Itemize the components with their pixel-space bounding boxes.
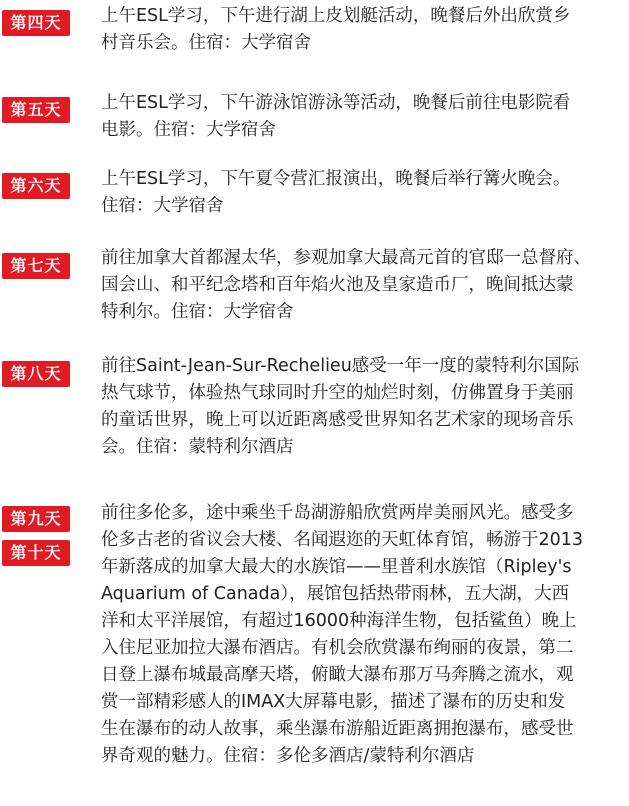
day-badge-second: 第十天: [2, 540, 70, 566]
day-description: 前往多伦多，途中乘坐千岛湖游船欣赏两岸美丽风光。感受多 伦多古老的省议会大楼、名闻遐迩的天虹体育馆，畅游于2013 年新落成的加拿大最大的水族馆——里普利水族馆（Ripley's Aquarium of Canada），展馆包括热带雨林，五大湖，大西 洋和太平洋展馆，有超过16000种海洋生物，包括鲨鱼）晚上 入住尼亚加拉大瀑布酒店。有机会欣赏瀑布绚丽的夜景，第二 日登上瀑布城最高摩天塔，俯瞰大瀑布那万马奔腾之流水，观 赏一部精彩感人的IMAX大屏幕电影，描述了瀑布的历史和发 生在瀑布的动人故事，乘坐瀑布游船近距离拥抱瀑布，感受世 界奇观的魅力。住宿：多伦多酒店/蒙特利尔酒店: [101, 503, 584, 766]
day-description: 上午ESL学习，下午进行湖上皮划艇活动，晚餐后外出欣赏乡 村音乐会。住宿：大学宿舍: [101, 6, 571, 53]
day-description: 前往Saint-Jean-Sur-Rechelieu感受一年一度的蒙特利尔国际 热气球节，体验热气球同时升空的灿烂时刻，仿佛置身于美丽 的童话世界，晚上可以近距离感受世界知名艺术家的现场音乐 会。住宿：蒙特利尔酒店: [101, 356, 580, 457]
day-badge: 第六天: [2, 173, 70, 199]
day-badge: 第四天: [2, 10, 70, 36]
day-badge: 第七天: [2, 253, 70, 279]
day-badge: 第八天: [2, 361, 70, 387]
day-badge: 第九天: [2, 506, 70, 532]
day-badge: 第五天: [2, 97, 70, 123]
day-description: 上午ESL学习，下午游泳馆游泳等活动，晚餐后前往电影院看 电影。住宿：大学宿舍: [101, 93, 571, 140]
day-description: 上午ESL学习，下午夏令营汇报演出，晚餐后举行篝火晚会。 住宿：大学宿舍: [101, 169, 571, 216]
day-description: 前往加拿大首都渥太华，参观加拿大最高元首的官邸一总督府、 国会山、和平纪念塔和百年焰火池及皇家造币厂，晚间抵达蒙 特利尔。住宿：大学宿舍: [101, 248, 591, 322]
